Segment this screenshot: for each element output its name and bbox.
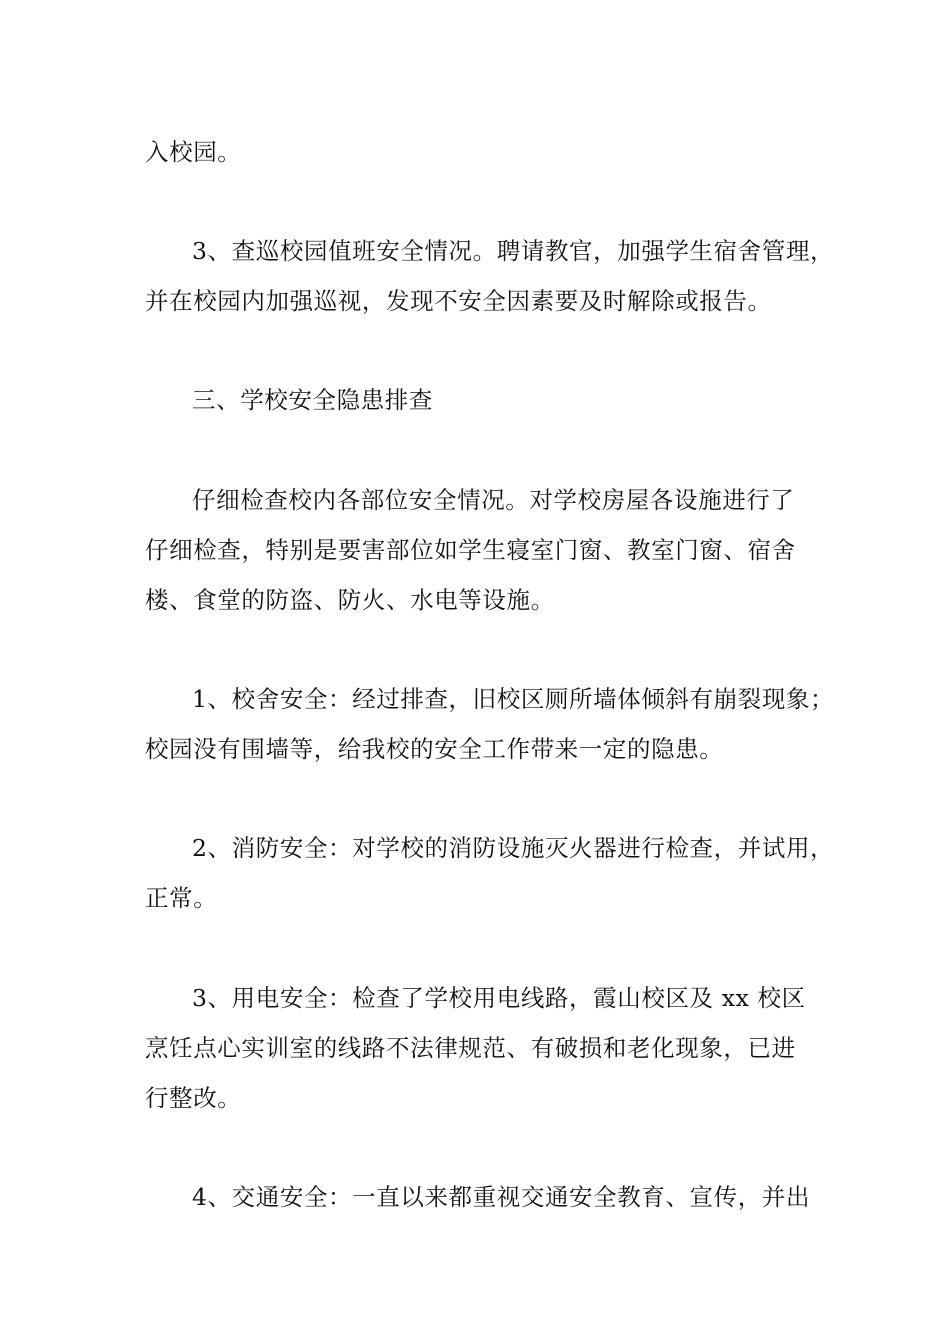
paragraph-line: 4、交通安全：一直以来都重视交通安全教育、宣传，并出	[192, 1183, 811, 1211]
paragraph-line: 3、查巡校园值班安全情况。聘请教官，加强学生宿舍管理，	[192, 237, 835, 265]
paragraph-line: 入校园。	[145, 138, 242, 166]
paragraph-line: 校园没有围墙等，给我校的安全工作带来一定的隐患。	[145, 735, 724, 763]
paragraph-line: 2、消防安全：对学校的消防设施灭火器进行检查，并试用，	[192, 834, 835, 862]
paragraph-line: 1、校舍安全：经过排查，旧校区厕所墙体倾斜有崩裂现象；	[192, 685, 835, 713]
paragraph-line: 楼、食堂的防盗、防火、水电等设施。	[145, 586, 555, 614]
section-heading: 三、学校安全隐患排查	[192, 386, 433, 414]
paragraph-line: 仔细检查，特别是要害部位如学生寝室门窗、教室门窗、宿舍	[145, 536, 796, 564]
paragraph-line: 行整改。	[145, 1084, 242, 1112]
paragraph-line: 仔细检查校内各部位安全情况。对学校房屋各设施进行了	[192, 486, 795, 514]
paragraph-line: 正常。	[145, 884, 218, 912]
paragraph-line: 并在校园内加强巡视，发现不安全因素要及时解除或报告。	[145, 287, 772, 315]
paragraph-line: 3、用电安全：检查了学校用电线路，霞山校区及 xx 校区	[192, 984, 806, 1012]
paragraph-line: 烹饪点心实训室的线路不法律规范、有破损和老化现象，已进	[145, 1034, 796, 1062]
